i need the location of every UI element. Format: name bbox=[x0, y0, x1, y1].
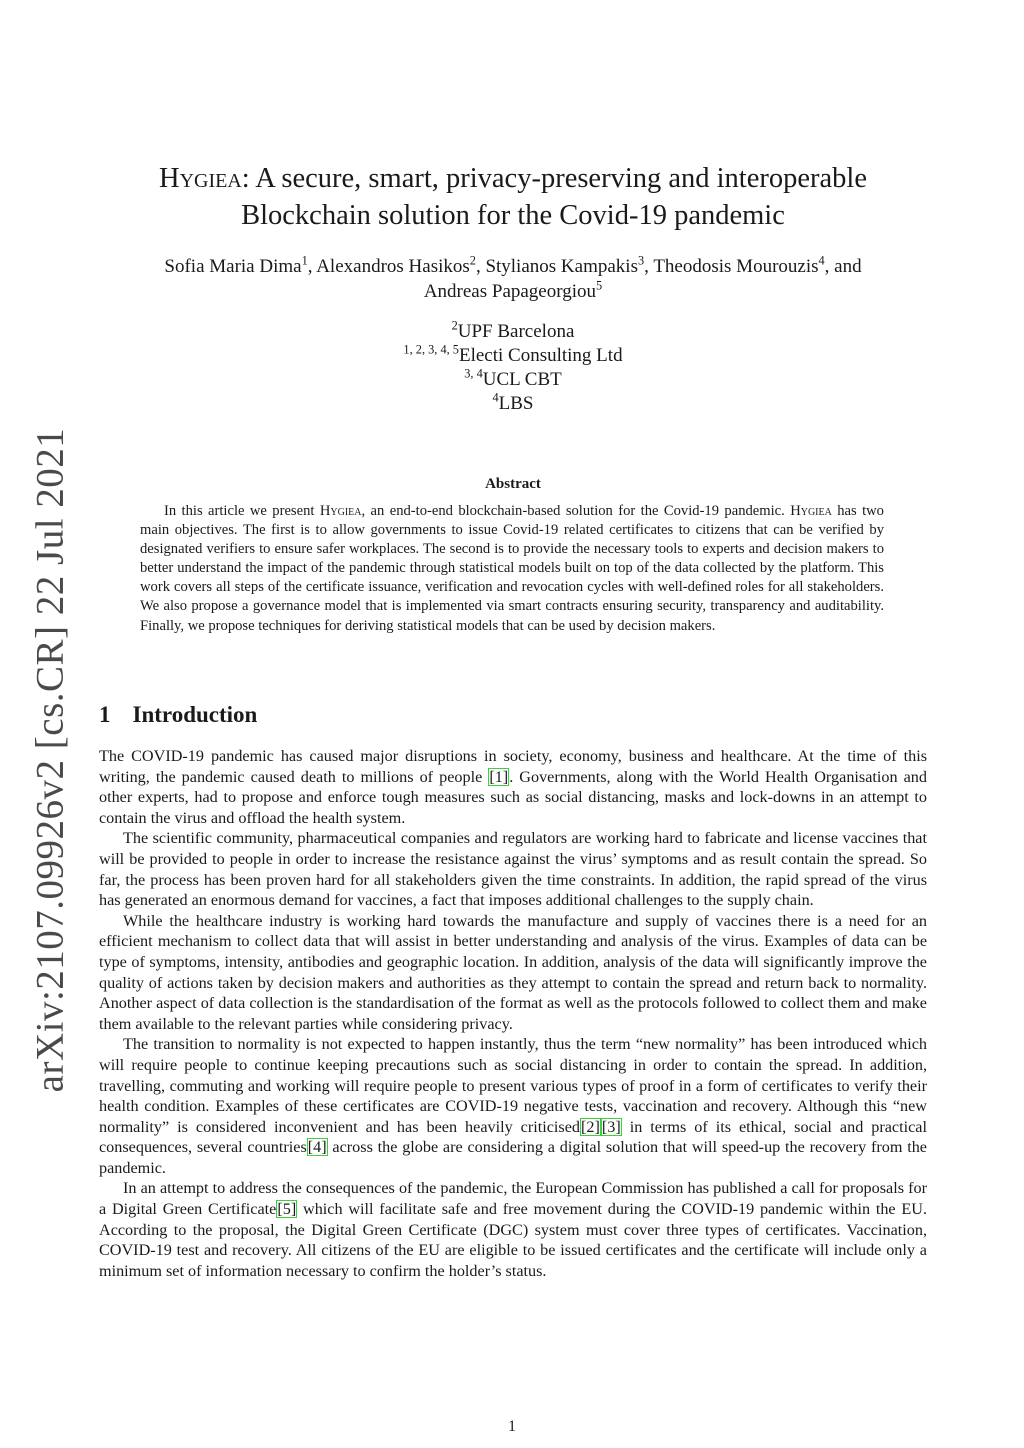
section-number: 1 bbox=[99, 702, 111, 727]
citation-link[interactable]: [1] bbox=[489, 767, 509, 786]
page-number: 1 bbox=[508, 1418, 516, 1435]
abstract-segment: has two main objectives. The first is to allow governments to issue Covid-19 related certificates to citizens that can be verified by designated verifiers to ensure safer workplaces. The second is to provide the necessary tools to experts and decision makers to better understand the impact of the pandemic through statistical models built on top of the data collected by the platform. This work covers all steps of the certificate issuance, verification and revocation cycles with well-defined roles for all stakeholders. We also propose a governance model that is implemented via smart contracts ensuring security, transparency and auditability. Finally, we propose techniques for deriving statistical models that can be used by decision makers. bbox=[140, 503, 884, 634]
affiliation-mark: 3, 4 bbox=[464, 366, 483, 381]
affiliation-name: LBS bbox=[498, 393, 534, 414]
affiliation-mark: 1, 2, 3, 4, 5 bbox=[403, 342, 459, 357]
title-line-1 bbox=[100, 160, 926, 197]
author-affiliation-mark: 2 bbox=[469, 253, 476, 268]
author-affiliation-mark: 4 bbox=[818, 253, 825, 268]
affiliation bbox=[100, 320, 926, 344]
affiliation-mark: 4 bbox=[492, 390, 499, 405]
citation-link[interactable]: [2] bbox=[581, 1117, 600, 1136]
author-name: Stylianos Kampakis bbox=[485, 256, 638, 277]
text-segment: The transition to normality is not expected to happen instantly, thus the term “new normality” has been introduced which will require people to continue keeping precautions such as social distancing in order to contain the spread. In addition, travelling, commuting and working will require people to present various types of proof in a form of certificates to verify their health condition. Examples of these certificates are COVID-19 negative tests, vaccination and recovery. Although this “new normality” is considered inconvenient and has been heavily criticised bbox=[99, 1035, 927, 1136]
paper-title bbox=[100, 160, 926, 234]
affiliation bbox=[100, 344, 926, 368]
abstract-heading: Abstract bbox=[485, 476, 541, 492]
author-name: Andreas Papageorgiou bbox=[423, 281, 596, 302]
affiliation-mark: 2 bbox=[451, 318, 458, 333]
body-text bbox=[99, 746, 927, 1281]
abstract-segment: In this article we present bbox=[164, 503, 320, 519]
title-line-1-rest: : A secure, smart, privacy-preserving and interoperable bbox=[241, 163, 867, 194]
affiliation-list bbox=[100, 320, 926, 416]
affiliation bbox=[100, 368, 926, 392]
paragraph: The scientific community, pharmaceutical companies and regulators are working hard to fabricate and license vaccines that will be provided to people in order to increase the resistance against the virus’ symptoms and as result contain the spread. So far, the process has been proven hard for all stakeholders given the time constraints. In addition, the rapid spread of the virus has generated an enormous demand for vaccines, a fact that imposes additional challenges to the supply chain. bbox=[99, 829, 927, 910]
text-segment: . Governments, along with the World Health Organisation and other experts, had to propose and enforce tough measures such as social distancing, masks and lock-downs in an attempt to contain the virus and offload the health system. bbox=[99, 767, 927, 827]
citation-link[interactable]: [4] bbox=[307, 1138, 327, 1157]
section-heading bbox=[99, 702, 257, 728]
affiliation-name: Electi Consulting Ltd bbox=[458, 345, 623, 366]
text-segment: which will facilitate safe and free movement during the COVID-19 pandemic within the EU. According to the proposal, the Digital Green Certificate (DGC) system must cover three types of certificates. Vaccination, COVID-19 test and recovery. All citizens of the EU are eligible to be issued certificates and the certificate will include only a minimum set of information necessary to confirm the holder’s status. bbox=[99, 1200, 927, 1280]
abstract-system-name: Hygiea bbox=[790, 503, 832, 519]
affiliation-name: UCL CBT bbox=[482, 369, 562, 390]
author-name: Alexandros Hasikos bbox=[316, 256, 470, 277]
section-title: Introduction bbox=[132, 702, 258, 727]
author-name: Sofia Maria Dima bbox=[164, 256, 302, 277]
author-affiliation-mark: 3 bbox=[637, 253, 645, 268]
citation-link[interactable]: [3] bbox=[601, 1117, 621, 1136]
arxiv-sidebar-label: arXiv:2107.09926v2 [cs.CR] 22 Jul 2021 bbox=[28, 427, 72, 1093]
abstract-segment: , an end-to-end blockchain-based solution for the Covid-19 pandemic. bbox=[361, 503, 791, 519]
paragraph bbox=[99, 1034, 927, 1178]
text-segment: across the globe are considering a digital solution that will speed-up the recovery from the pandemic. bbox=[99, 1138, 927, 1177]
author-affiliation-mark: 5 bbox=[596, 278, 603, 293]
affiliation bbox=[100, 392, 926, 416]
title-line-2: Blockchain solution for the Covid-19 pandemic bbox=[241, 200, 785, 231]
abstract-text bbox=[140, 502, 884, 636]
paragraph: While the healthcare industry is working hard towards the manufacture and supply of vaccines there is a need for an efficient mechanism to collect data that will assist in better understanding and analysis of the virus. Examples of data can be type of symptoms, intensity, antibodies and geographic location. In addition, analysis of the data will significantly improve the quality of actions taken by decision makers and authorities as they attempt to contain the spread and return back to normality. Another aspect of data collection is the standardisation of the format as well as the protocols followed to collect them and make them available to the relevant parties while considering privacy. bbox=[99, 911, 927, 1033]
paragraph bbox=[99, 1178, 927, 1281]
author-list: Sofia Maria Dima$^1$, Alexandros Hasikos$^2$, Stylianos Kampakis$^3$, Theodosis Mourouzis$^4$, and Andreas Papageorgiou$^5$ bbox=[164, 253, 862, 302]
author-name: Theodosis Mourouzis bbox=[653, 256, 819, 277]
text-segment: In an attempt to address the consequences of the pandemic, the European Commission has published a call for proposals for a Digital Green Certificate bbox=[99, 1179, 927, 1219]
paragraph bbox=[99, 746, 927, 828]
citation-link[interactable]: [5] bbox=[277, 1200, 297, 1219]
affiliation-name: UPF Barcelona bbox=[457, 321, 575, 342]
title-system-name: Hygiea bbox=[159, 163, 242, 194]
author-conjunction: and bbox=[834, 256, 862, 277]
text-segment: in terms of its ethical, social and practical consequences, several countries bbox=[99, 1117, 927, 1157]
abstract-system-name: Hygiea bbox=[319, 503, 362, 519]
author-affiliation-mark: 1 bbox=[301, 253, 308, 268]
text-segment: The COVID-19 pandemic has caused major disruptions in society, economy, business and healthcare. At the time of this writing, the pandemic caused death to millions of people bbox=[99, 747, 927, 786]
